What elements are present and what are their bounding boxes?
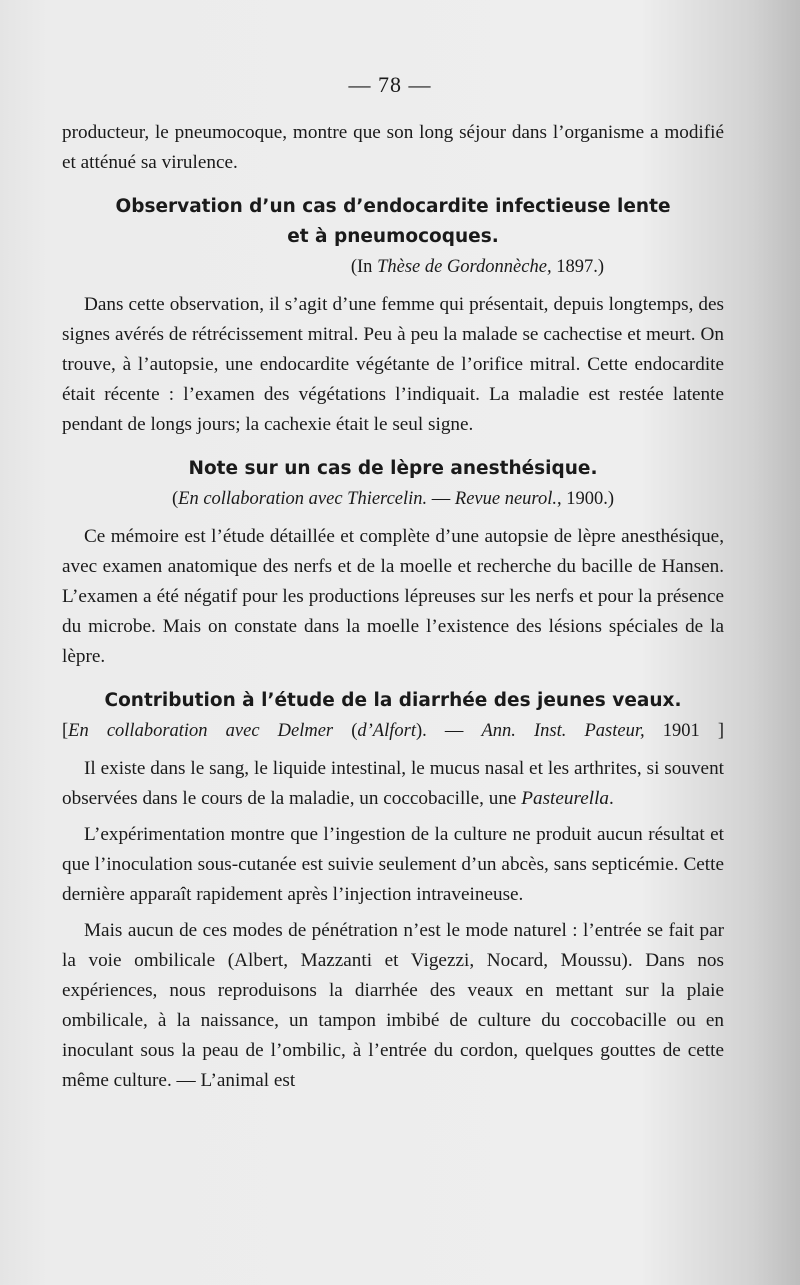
section-2-title: Note sur un cas de lèpre anesthésique. <box>188 458 598 479</box>
section-1-body: Dans cette observation, il s’agit d’une femme qui présentait, depuis longtemps, des signes avérés de rétrécissement mitral. Peu à peu la malade se cachectise et meurt. On trouve, à l’autopsie, une endocardite végétante de l’orifice mitral. Cette endocardite était récente : l’examen des végétations l’indiquait. La maladie est restée latente pendant de longs jours; la cachexie était le seul signe. <box>62 294 724 435</box>
page-content <box>62 118 724 1096</box>
section-1-title <box>62 192 724 252</box>
intro-paragraph: producteur, le pneumocoque, montre que son long séjour dans l’organisme a modifié et atténué sa virulence. <box>62 122 724 173</box>
section-2-body: Ce mémoire est l’étude détaillée et complète d’une autopsie de lèpre anesthésique, avec examen anatomique des nerfs et de la moelle et recherche du bacille de Hansen. L’examen a été négatif pour les productions lépreuses sur les nerfs et pour la présence du microbe. Mais on constate dans la moelle l’existence des lésions spéciales de la lèpre. <box>62 526 724 667</box>
section-3-title: Contribution à l’étude de la diarrhée des jeunes veaux. <box>104 690 682 711</box>
section-2-reference: (En collaboration avec Thiercelin. — Revue neurol., 1900.) <box>171 489 615 509</box>
section-3-body-2: L’expérimentation montre que l’ingestion de la culture ne produit aucun résultat et que l’inoculation sous-cutanée est suivie seulement d’un abcès, sans septicémie. Cette dernière apparaît rapidement après l’injection intraveineuse. <box>62 824 724 905</box>
section-1-title-line2: et à pneumocoques. <box>287 226 499 247</box>
section-3-reference: [En collaboration avec Delmer (d’Alfort). — Ann. Inst. Pasteur, 1901 ] <box>62 721 724 741</box>
section-3-body-3: Mais aucun de ces modes de pénétration n’est le mode naturel : l’entrée se fait par la voie ombilicale (Albert, Mazzanti et Vigezzi, Nocard, Moussu). Dans nos expériences, nous reproduisons la diarrhée des veaux en mettant sur la plaie ombilicale, à la naissance, un tampon imbibé de culture du coccobacille ou en inoculant sous la peau de l’ombilic, à l’entrée du cordon, quelques gouttes de cette même culture. — L’animal est <box>62 920 724 1091</box>
page-number: — 78 — <box>348 72 432 97</box>
section-1-title-line1: Observation d’un cas d’endocardite infectieuse lente <box>115 196 671 217</box>
section-3-body-1: Il existe dans le sang, le liquide intestinal, le mucus nasal et les arthrites, si souvent observées dans le cours de la maladie, un coccobacille, une Pasteurella. <box>62 758 724 809</box>
section-1-reference: (In Thèse de Gordonnèche, 1897.) <box>350 257 604 277</box>
